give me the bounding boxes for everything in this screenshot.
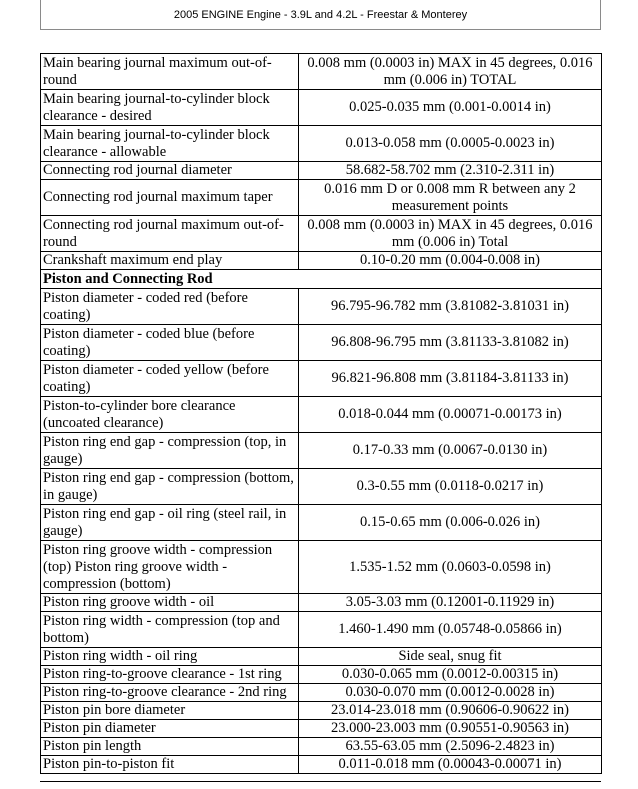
parameter-cell: Main bearing journal-to-cylinder block clearance - allowable <box>41 126 299 162</box>
value-cell: 0.15-0.65 mm (0.006-0.026 in) <box>299 505 602 541</box>
document-title: 2005 ENGINE Engine - 3.9L and 4.2L - Freestar & Monterey <box>173 8 468 21</box>
parameter-cell: Piston ring width - oil ring <box>41 648 299 666</box>
value-cell: 0.030-0.070 mm (0.0012-0.0028 in) <box>299 684 602 702</box>
table-row <box>41 720 602 738</box>
parameter-cell: Connecting rod journal maximum out-of-round <box>41 216 299 252</box>
table-row <box>41 505 602 541</box>
value-cell: 58.682-58.702 mm (2.310-2.311 in) <box>299 162 602 180</box>
value-cell: 1.460-1.490 mm (0.05748-0.05866 in) <box>299 612 602 648</box>
parameter-cell: Piston pin diameter <box>41 720 299 738</box>
page-header <box>40 0 601 30</box>
value-cell: 0.025-0.035 mm (0.001-0.0014 in) <box>299 90 602 126</box>
parameter-cell: Piston diameter - coded blue (before coating) <box>41 325 299 361</box>
value-cell: 96.821-96.808 mm (3.81184-3.81133 in) <box>299 361 602 397</box>
parameter-cell: Piston ring-to-groove clearance - 2nd ring <box>41 684 299 702</box>
table-row <box>41 90 602 126</box>
value-cell: 0.3-0.55 mm (0.0118-0.0217 in) <box>299 469 602 505</box>
parameter-cell: Piston ring-to-groove clearance - 1st ring <box>41 666 299 684</box>
parameter-cell: Piston ring end gap - compression (bottom, in gauge) <box>41 469 299 505</box>
section-row <box>41 270 602 289</box>
value-cell: 0.011-0.018 mm (0.00043-0.00071 in) <box>299 756 602 774</box>
value-cell: 0.013-0.058 mm (0.0005-0.0023 in) <box>299 126 602 162</box>
table-row <box>41 738 602 756</box>
value-cell: 0.17-0.33 mm (0.0067-0.0130 in) <box>299 433 602 469</box>
value-cell: 0.10-0.20 mm (0.004-0.008 in) <box>299 252 602 270</box>
table-row <box>41 433 602 469</box>
value-cell: 0.030-0.065 mm (0.0012-0.00315 in) <box>299 666 602 684</box>
parameter-cell: Piston ring groove width - oil <box>41 594 299 612</box>
value-cell: 0.018-0.044 mm (0.00071-0.00173 in) <box>299 397 602 433</box>
parameter-cell: Piston-to-cylinder bore clearance (uncoated clearance) <box>41 397 299 433</box>
table-row <box>41 252 602 270</box>
table-row <box>41 702 602 720</box>
value-cell: 23.000-23.003 mm (0.90551-0.90563 in) <box>299 720 602 738</box>
parameter-cell: Piston ring end gap - compression (top, in gauge) <box>41 433 299 469</box>
table-row <box>41 541 602 594</box>
table-row <box>41 594 602 612</box>
value-cell: 63.55-63.05 mm (2.5096-2.4823 in) <box>299 738 602 756</box>
section-heading: Piston and Connecting Rod <box>41 270 602 289</box>
value-cell: 23.014-23.018 mm (0.90606-0.90622 in) <box>299 702 602 720</box>
table-row <box>41 648 602 666</box>
table-row <box>41 54 602 90</box>
value-cell: 0.008 mm (0.0003 in) MAX in 45 degrees, 0.016 mm (0.006 in) TOTAL <box>299 54 602 90</box>
specifications-table <box>40 53 602 774</box>
table-row <box>41 126 602 162</box>
table-row <box>41 612 602 648</box>
parameter-cell: Piston ring end gap - oil ring (steel rail, in gauge) <box>41 505 299 541</box>
parameter-cell: Crankshaft maximum end play <box>41 252 299 270</box>
table-row <box>41 162 602 180</box>
table-row <box>41 684 602 702</box>
table-row <box>41 289 602 325</box>
value-cell: 0.008 mm (0.0003 in) MAX in 45 degrees, 0.016 mm (0.006 in) Total <box>299 216 602 252</box>
parameter-cell: Piston diameter - coded yellow (before coating) <box>41 361 299 397</box>
value-cell: 1.535-1.52 mm (0.0603-0.0598 in) <box>299 541 602 594</box>
parameter-cell: Connecting rod journal maximum taper <box>41 180 299 216</box>
table-row <box>41 756 602 774</box>
table-row <box>41 397 602 433</box>
value-cell: 96.808-96.795 mm (3.81133-3.81082 in) <box>299 325 602 361</box>
table-row <box>41 361 602 397</box>
parameter-cell: Piston pin-to-piston fit <box>41 756 299 774</box>
table-row <box>41 180 602 216</box>
parameter-cell: Piston pin bore diameter <box>41 702 299 720</box>
value-cell: 0.016 mm D or 0.008 mm R between any 2 measurement points <box>299 180 602 216</box>
table-row <box>41 325 602 361</box>
table-row <box>41 469 602 505</box>
parameter-cell: Piston diameter - coded red (before coating) <box>41 289 299 325</box>
table-bottom-border <box>40 781 601 782</box>
value-cell: Side seal, snug fit <box>299 648 602 666</box>
parameter-cell: Piston ring groove width - compression (top) Piston ring groove width - compression (bottom) <box>41 541 299 594</box>
parameter-cell: Main bearing journal maximum out-of-round <box>41 54 299 90</box>
parameter-cell: Piston ring width - compression (top and bottom) <box>41 612 299 648</box>
parameter-cell: Connecting rod journal diameter <box>41 162 299 180</box>
parameter-cell: Main bearing journal-to-cylinder block clearance - desired <box>41 90 299 126</box>
parameter-cell: Piston pin length <box>41 738 299 756</box>
table-row <box>41 666 602 684</box>
value-cell: 96.795-96.782 mm (3.81082-3.81031 in) <box>299 289 602 325</box>
value-cell: 3.05-3.03 mm (0.12001-0.11929 in) <box>299 594 602 612</box>
table-row <box>41 216 602 252</box>
